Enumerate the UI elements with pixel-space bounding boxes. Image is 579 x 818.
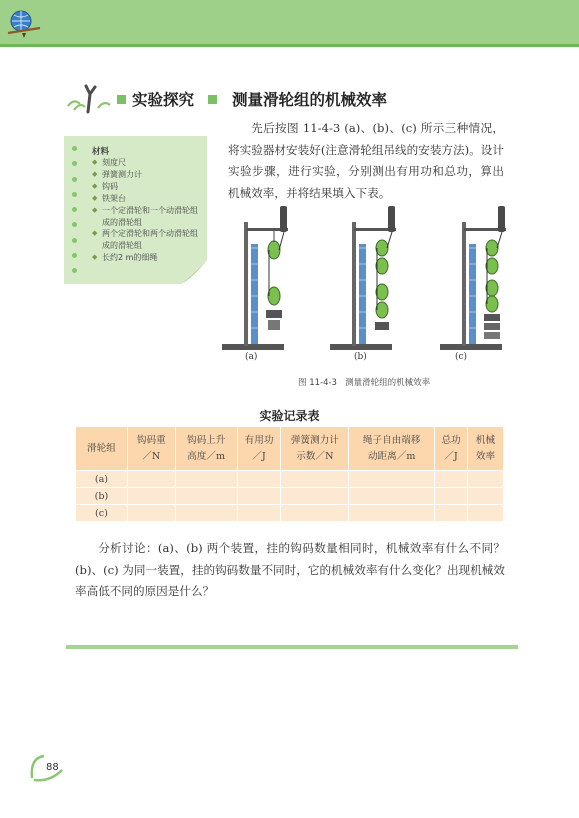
table-header-cell: 弹簧测力计 示数／N <box>281 427 349 471</box>
material-item: ◆ 弹簧测力计 <box>92 169 204 181</box>
table-cell[interactable] <box>237 488 281 505</box>
table-row <box>76 471 504 488</box>
table-cell[interactable] <box>468 505 504 522</box>
section-label: 实验探究 <box>132 91 195 109</box>
header-band <box>0 0 579 47</box>
table-cell[interactable] <box>349 471 435 488</box>
table-cell[interactable] <box>435 471 468 488</box>
globe-seesaw-logo-icon <box>6 6 42 40</box>
intro-paragraph: 先后按图 11-4-3 (a)、(b)、(c) 所示三种情况，将实验器材安装好(注意滑轮组吊线的安装方法)。设计实验步骤，进行实验，分别测出有用功和总功，算出机械效率，并将结果填入下表。 <box>228 121 504 200</box>
materials-list <box>92 157 204 264</box>
table-row <box>76 505 504 522</box>
table-cell[interactable] <box>175 471 237 488</box>
page-number: 88 <box>46 762 59 773</box>
table-header-row <box>76 427 504 471</box>
table-cell[interactable] <box>175 488 237 505</box>
apparatus-c <box>440 206 506 350</box>
material-item: ◆ 刻度尺 <box>92 157 204 169</box>
bottom-rule <box>66 645 518 649</box>
material-item: ◆ 两个定滑轮和两个动滑轮组成的滑轮组 <box>92 228 204 252</box>
figure-label-a: (a) <box>245 352 258 362</box>
table-cell[interactable] <box>349 505 435 522</box>
header-rule <box>0 44 579 47</box>
table-cell[interactable] <box>468 471 504 488</box>
table-cell[interactable] <box>468 488 504 505</box>
figure-label-b: (b) <box>354 352 367 362</box>
row-label: (a) <box>76 471 128 488</box>
table-header-cell: 绳子自由端移 动距离／m <box>349 427 435 471</box>
table-header-cell: 总功 ／J <box>435 427 468 471</box>
section-heading: 测量滑轮组的机械效率 <box>232 91 388 109</box>
page-number-badge <box>28 752 72 782</box>
pulley-apparatus-figure <box>222 204 512 362</box>
apparatus-a <box>222 206 288 350</box>
discussion-paragraph: 分析讨论：(a)、(b) 两个装置，挂的钩码数量相同时，机械效率有什么不同？(b)、(c) 为同一装置，挂的钩码数量不同时，它的机械效率有什么变化？出现机械效率高低不同的原因是什么？ <box>75 541 505 598</box>
table-cell[interactable] <box>281 505 349 522</box>
apparatus-b <box>330 206 396 350</box>
table-header-cell: 滑轮组 <box>76 427 128 471</box>
table-cell[interactable] <box>349 488 435 505</box>
table-header-cell: 钩码重 ／N <box>127 427 175 471</box>
table-header-cell: 机械 效率 <box>468 427 504 471</box>
table-cell[interactable] <box>175 505 237 522</box>
row-label: (b) <box>76 488 128 505</box>
record-table <box>75 426 504 522</box>
table-row <box>76 488 504 505</box>
material-item: ◆ 长约2 m的细绳 <box>92 252 204 264</box>
sprout-icon <box>66 84 112 114</box>
table-cell[interactable] <box>237 471 281 488</box>
row-label: (c) <box>76 505 128 522</box>
figure-label-c: (c) <box>455 352 468 362</box>
table-cell[interactable] <box>435 505 468 522</box>
figure-caption-text: 测量滑轮组的机械效率 <box>345 378 431 388</box>
materials-heading: 材料 <box>92 147 110 157</box>
material-item: ◆ 铁架台 <box>92 193 204 205</box>
section-square-marker <box>208 95 217 104</box>
table-header-cell: 钩码上升 高度／m <box>175 427 237 471</box>
material-item: ◆ 一个定滑轮和一个动滑轮组成的滑轮组 <box>92 205 204 229</box>
table-cell[interactable] <box>281 471 349 488</box>
table-cell[interactable] <box>127 488 175 505</box>
section-square-marker <box>117 95 126 104</box>
table-cell[interactable] <box>237 505 281 522</box>
table-cell[interactable] <box>127 505 175 522</box>
material-item: ◆ 钩码 <box>92 181 204 193</box>
table-cell[interactable] <box>435 488 468 505</box>
figure-caption-number: 图 11-4-3 <box>298 378 337 388</box>
table-header-cell: 有用功 ／J <box>237 427 281 471</box>
table-title: 实验记录表 <box>259 409 320 423</box>
table-cell[interactable] <box>127 471 175 488</box>
section-title <box>66 84 526 114</box>
note-dots <box>72 146 80 284</box>
figure-caption <box>298 376 430 388</box>
table-cell[interactable] <box>281 488 349 505</box>
